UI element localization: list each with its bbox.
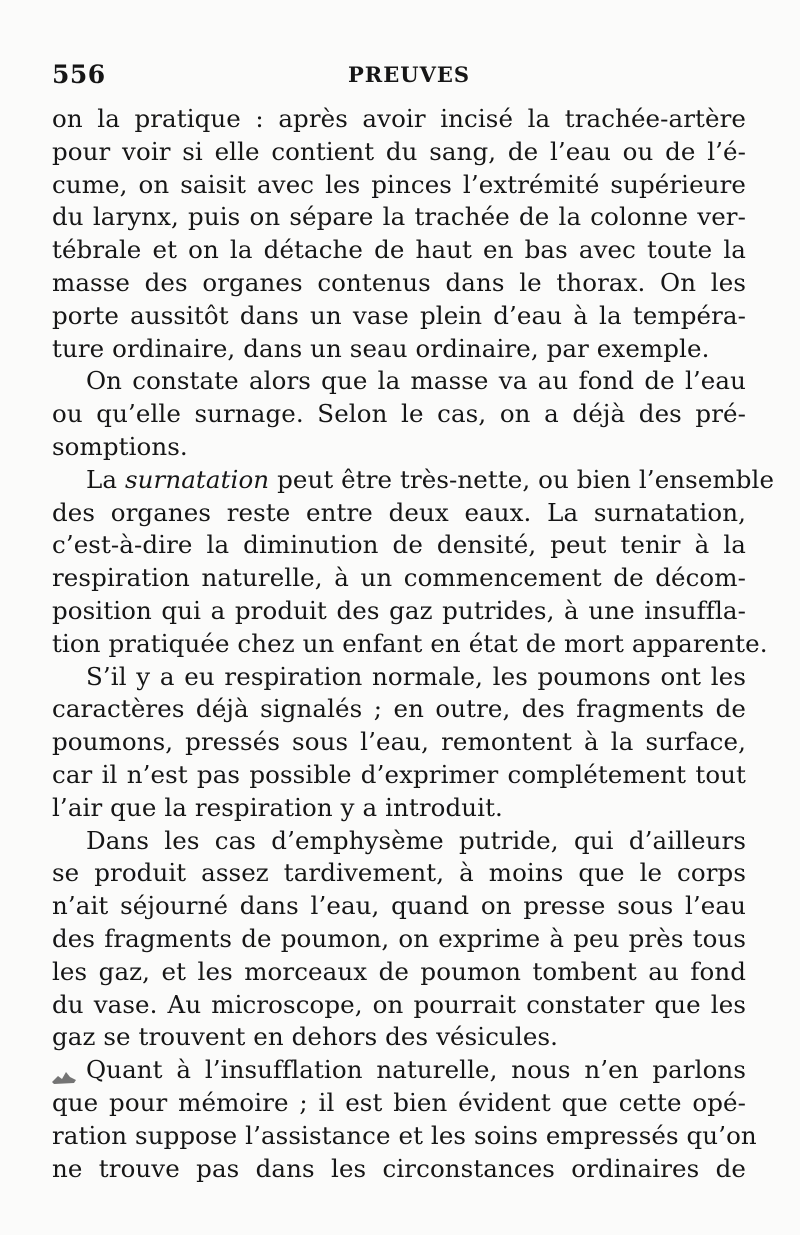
- text-line: que pour mémoire ; il est bien évident que cette opé-: [52, 1087, 746, 1117]
- text-line: c’est-à-dire la diminution de densité, peut tenir à la: [52, 530, 746, 560]
- text-line: poumons, pressés sous l’eau, remontent à la surface,: [52, 727, 746, 757]
- page-header: [52, 60, 742, 96]
- text-line: se produit assez tardivement, à moins que le corps: [52, 858, 746, 888]
- text-line: ou qu’elle surnage. Selon le cas, on a déjà des pré-: [52, 399, 746, 429]
- text-line: ture ordinaire, dans un seau ordinaire, par exemple.: [52, 333, 710, 363]
- text-line: Quant à l’insufflation naturelle, nous n’en parlons: [86, 1055, 746, 1085]
- text-line: des organes reste entre deux eaux. La surnatation,: [52, 497, 746, 527]
- text-line: masse des organes contenus dans le thorax. On les: [52, 267, 746, 297]
- text-line: du vase. Au microscope, on pourrait constater que les: [52, 989, 746, 1019]
- text-line: car il n’est pas possible d’exprimer complétement tout: [52, 759, 746, 789]
- text-line: tébrale et on la détache de haut en bas avec toute la: [52, 235, 746, 265]
- line-prefix: La: [86, 464, 125, 494]
- text-line-with-italic: [52, 464, 775, 497]
- text-line: l’air que la respiration y a introduit.: [52, 792, 503, 822]
- text-line: du larynx, puis on sépare la trachée de la colonne ver-: [52, 202, 746, 232]
- text-line: On constate alors que la masse va au fond de l’eau: [86, 366, 746, 396]
- body-text: [52, 103, 775, 1185]
- text-line: S’il y a eu respiration normale, les poumons ont les: [86, 661, 746, 691]
- text-line: ne trouve pas dans les circonstances ordinaires de: [52, 1153, 746, 1183]
- line-rest: peut être très-nette, ou bien l’ensemble: [277, 464, 775, 494]
- text-line: n’ait séjourné dans l’eau, quand on presse sous l’eau: [52, 891, 746, 921]
- text-line: ration suppose l’assistance et les soins empressés qu’on: [52, 1120, 757, 1150]
- text-line: Dans les cas d’emphysème putride, qui d’ailleurs: [86, 825, 746, 855]
- text-line: on la pratique : après avoir incisé la trachée-artère: [52, 104, 746, 133]
- page-number: 556: [52, 60, 106, 89]
- text-line: caractères déjà signalés ; en outre, des fragments de: [52, 694, 746, 724]
- text-line: somptions.: [52, 431, 188, 461]
- italic-term: surnatation: [124, 464, 270, 494]
- ink-blot-icon: [50, 1066, 78, 1086]
- text-line: les gaz, et les morceaux de poumon tombent au fond: [52, 956, 746, 986]
- text-line: pour voir si elle contient du sang, de l’eau ou de l’é-: [52, 136, 746, 166]
- text-line: respiration naturelle, à un commencement de décom-: [52, 563, 746, 593]
- text-line: des fragments de poumon, on exprime à peu près tous: [52, 923, 746, 953]
- text-line: gaz se trouvent en dehors des vésicules.: [52, 1022, 559, 1052]
- running-head: PREUVES: [348, 62, 471, 87]
- text-line: porte aussitôt dans un vase plein d’eau à la tempéra-: [52, 300, 746, 330]
- text-line: position qui a produit des gaz putrides, à une insuffla-: [52, 595, 746, 625]
- text-line: tion pratiquée chez un enfant en état de mort apparente.: [52, 628, 768, 658]
- text-line: cume, on saisit avec les pinces l’extrémité supérieure: [52, 169, 746, 199]
